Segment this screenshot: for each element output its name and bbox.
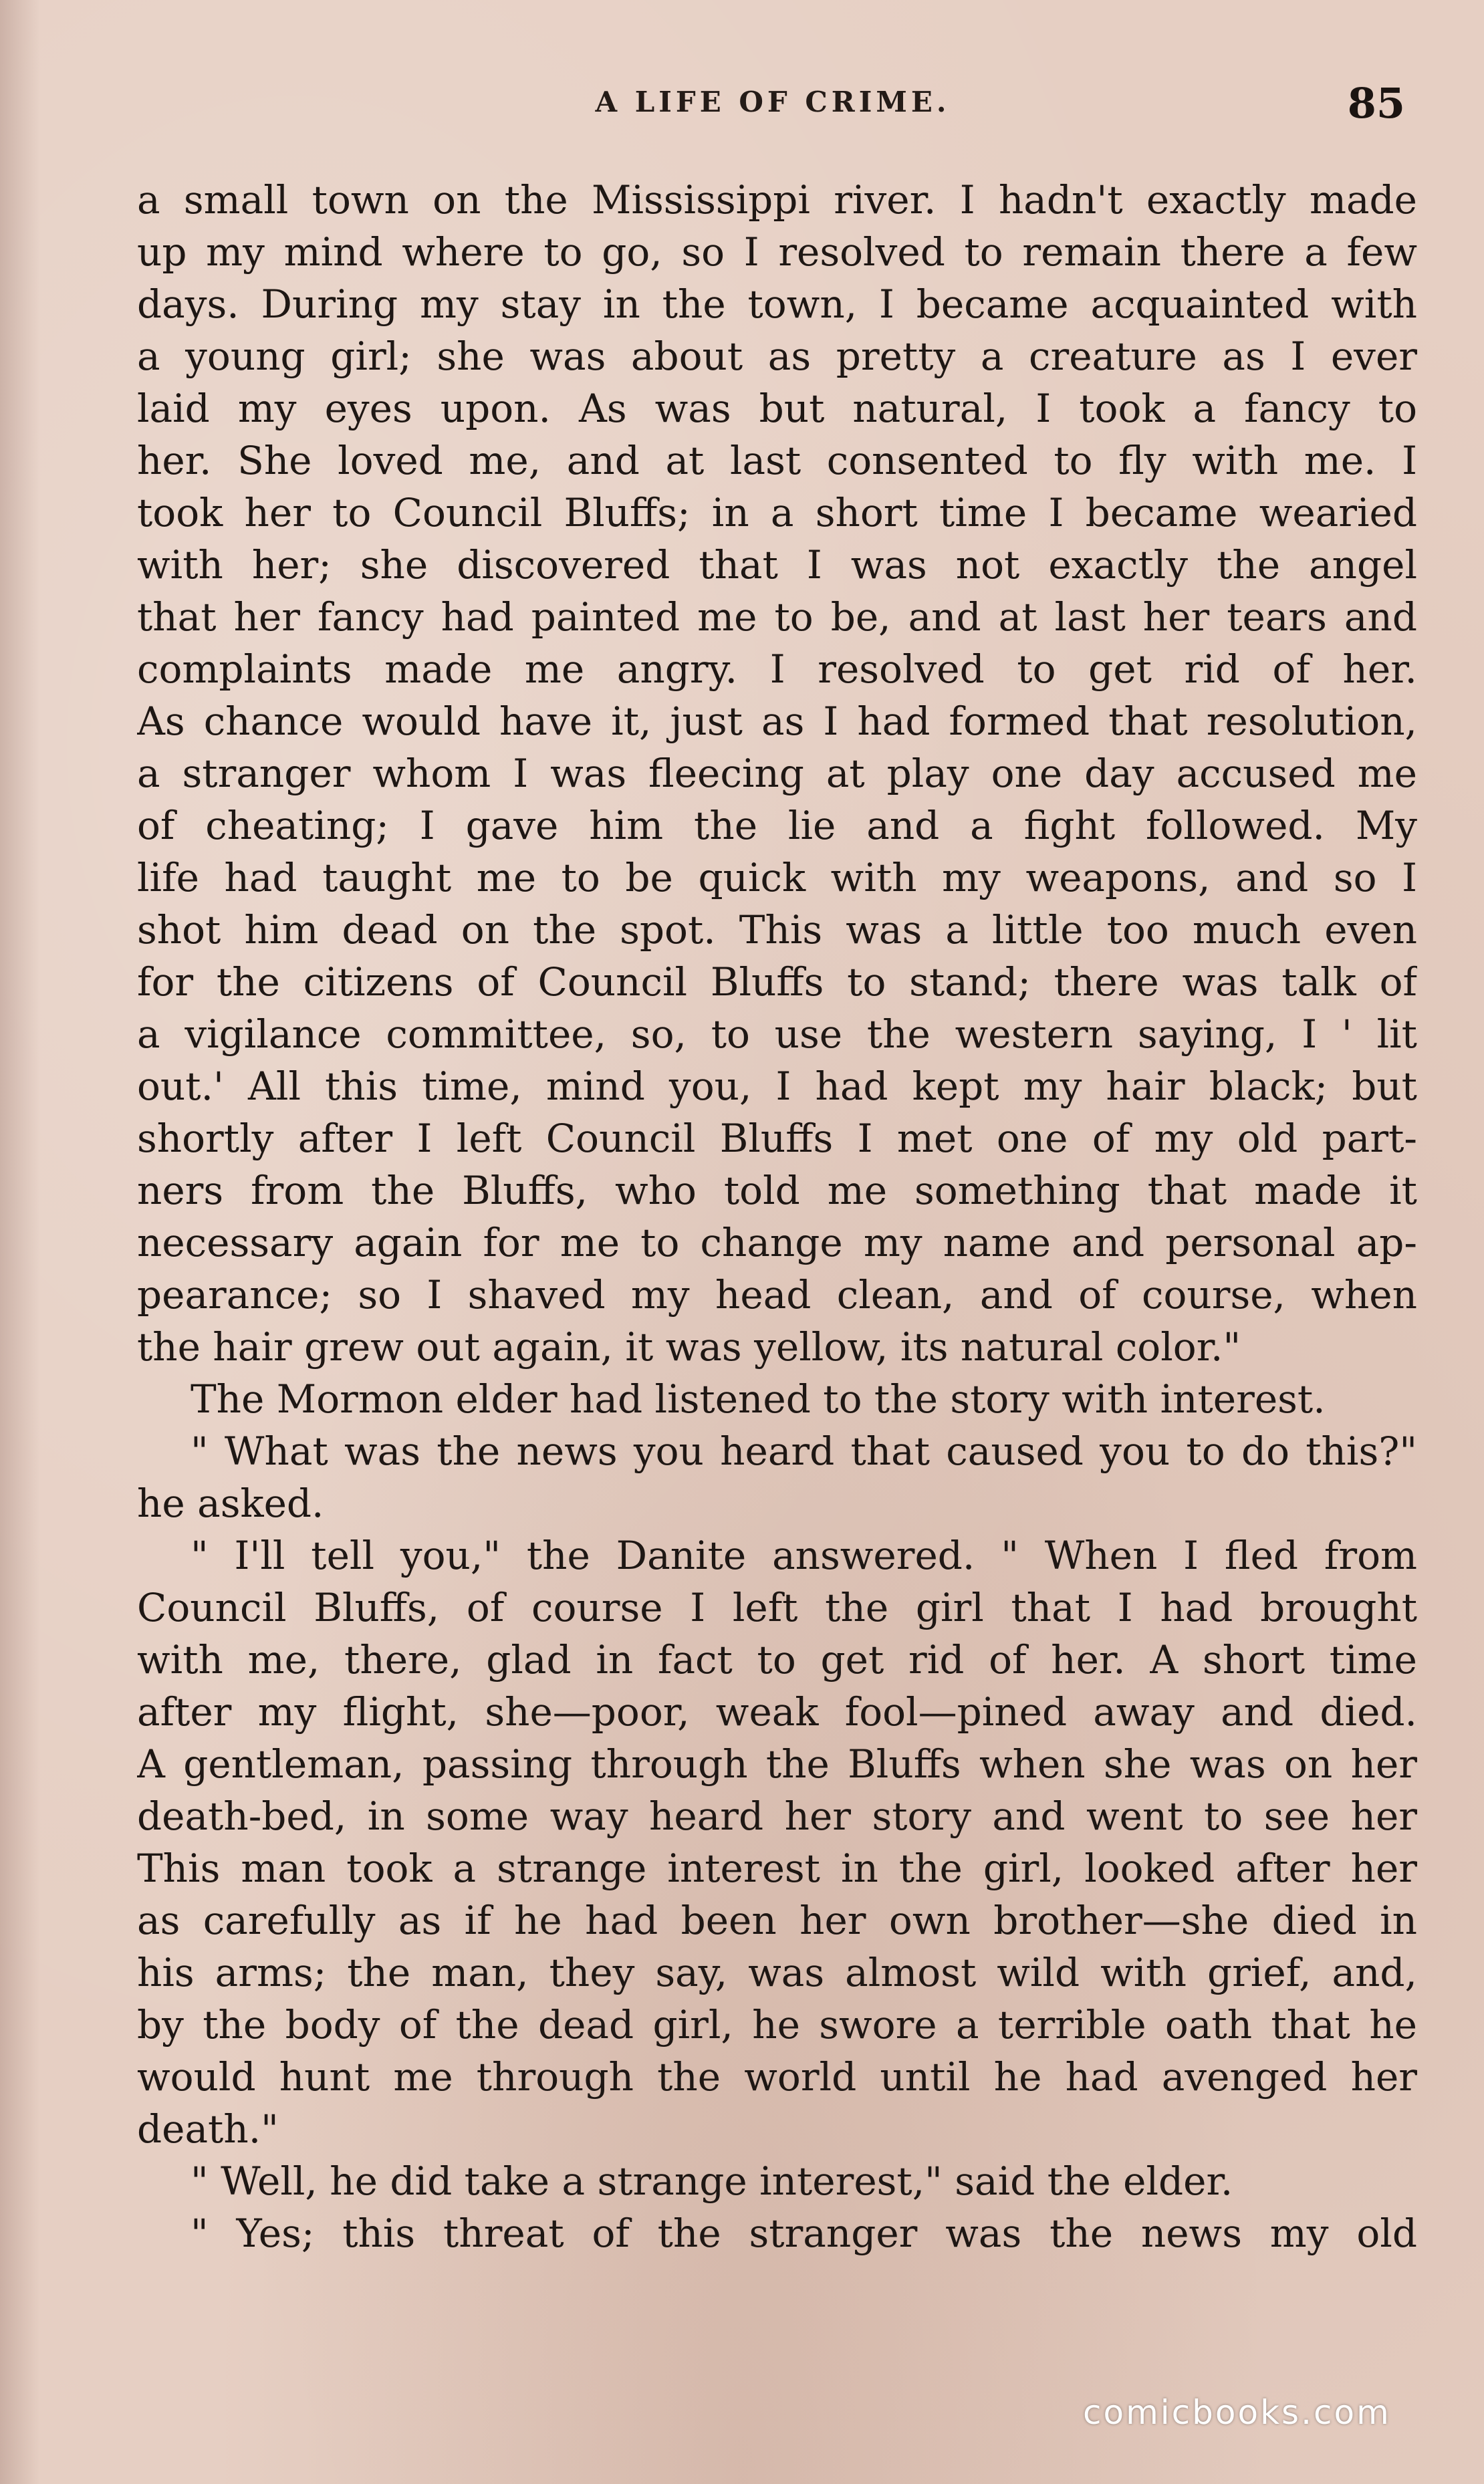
page-edge-shadow (0, 0, 40, 2484)
text-line: This man took a strange interest in the girl, looked after her (137, 1846, 1417, 1891)
text-line: a stranger whom I was fleecing at play one day accused me (137, 751, 1417, 796)
text-line: by the body of the dead girl, he swore a terrible oath that he (137, 2002, 1417, 2047)
text-line: necessary again for me to change my name and personal ap- (137, 1220, 1417, 1265)
text-line: a small town on the Mississippi river. I hadn't exactly made (137, 177, 1417, 223)
text-line: " Yes; this threat of the stranger was the news my old (191, 2211, 1417, 2256)
text-line: took her to Council Bluffs; in a short time I became wearied (137, 490, 1417, 535)
text-line: The Mormon elder had listened to the story with interest. (191, 1376, 1326, 1422)
text-line: her. She loved me, and at last consented to fly with me. I (137, 438, 1417, 483)
text-line: pearance; so I shaved my head clean, and of course, when (137, 1272, 1417, 1318)
text-line: of cheating; I gave him the lie and a fight followed. My (137, 803, 1417, 848)
text-line: days. During my stay in the town, I became acquainted with (137, 281, 1417, 327)
body-text (137, 174, 1417, 2259)
text-line: after my flight, she—poor, weak fool—pined away and died. (137, 1689, 1417, 1735)
text-line: with me, there, glad in fact to get rid of her. A short time (137, 1637, 1417, 1683)
page-number: 85 (1347, 79, 1405, 128)
watermark-text: comicbooks.com (1083, 2393, 1391, 2432)
text-line: Council Bluffs, of course I left the girl that I had brought (137, 1585, 1417, 1630)
text-line: laid my eyes upon. As was but natural, I took a fancy to (137, 386, 1417, 431)
text-line: a young girl; she was about as pretty a creature as I ever (137, 334, 1417, 379)
text-line: the hair grew out again, it was yellow, its natural color." (137, 1324, 1241, 1370)
text-line: ners from the Bluffs, who told me something that made it (137, 1168, 1417, 1213)
text-line: As chance would have it, just as I had formed that resolution, (137, 699, 1417, 744)
text-line: shot him dead on the spot. This was a little too much even (137, 907, 1417, 953)
text-line: out.' All this time, mind you, I had kept my hair black; but (137, 1064, 1417, 1109)
text-line: shortly after I left Council Bluffs I met one of my old part- (137, 1116, 1417, 1161)
text-line: " Well, he did take a strange interest," said the elder. (191, 2158, 1233, 2204)
running-title: A LIFE OF CRIME. (595, 86, 951, 118)
text-line: as carefully as if he had been her own brother—she died in (137, 1898, 1417, 1943)
text-line: complaints made me angry. I resolved to get rid of her. (137, 646, 1417, 692)
text-line: a vigilance committee, so, to use the western saying, I ' lit (137, 1011, 1417, 1057)
text-line: up my mind where to go, so I resolved to remain there a few (137, 229, 1417, 275)
text-line: for the citizens of Council Bluffs to stand; there was talk of (137, 959, 1417, 1005)
text-line: " I'll tell you," the Danite answered. " When I fled from (191, 1533, 1417, 1578)
running-header (134, 79, 1412, 132)
text-line: would hunt me through the world until he had avenged her (137, 2054, 1417, 2100)
text-line: A gentleman, passing through the Bluffs when she was on her (137, 1741, 1417, 1787)
text-line: " What was the news you heard that caused you to do this?" (191, 1429, 1417, 1474)
text-line: he asked. (137, 1481, 324, 1526)
text-line: death." (137, 2106, 279, 2152)
text-line: his arms; the man, they say, was almost wild with grief, and, (137, 1950, 1417, 1995)
text-line: with her; she discovered that I was not exactly the angel (137, 542, 1417, 588)
text-line: death-bed, in some way heard her story and went to see her (137, 1793, 1417, 1839)
text-line: life had taught me to be quick with my weapons, and so I (137, 855, 1417, 900)
text-line: that her fancy had painted me to be, and at last her tears and (137, 594, 1417, 640)
